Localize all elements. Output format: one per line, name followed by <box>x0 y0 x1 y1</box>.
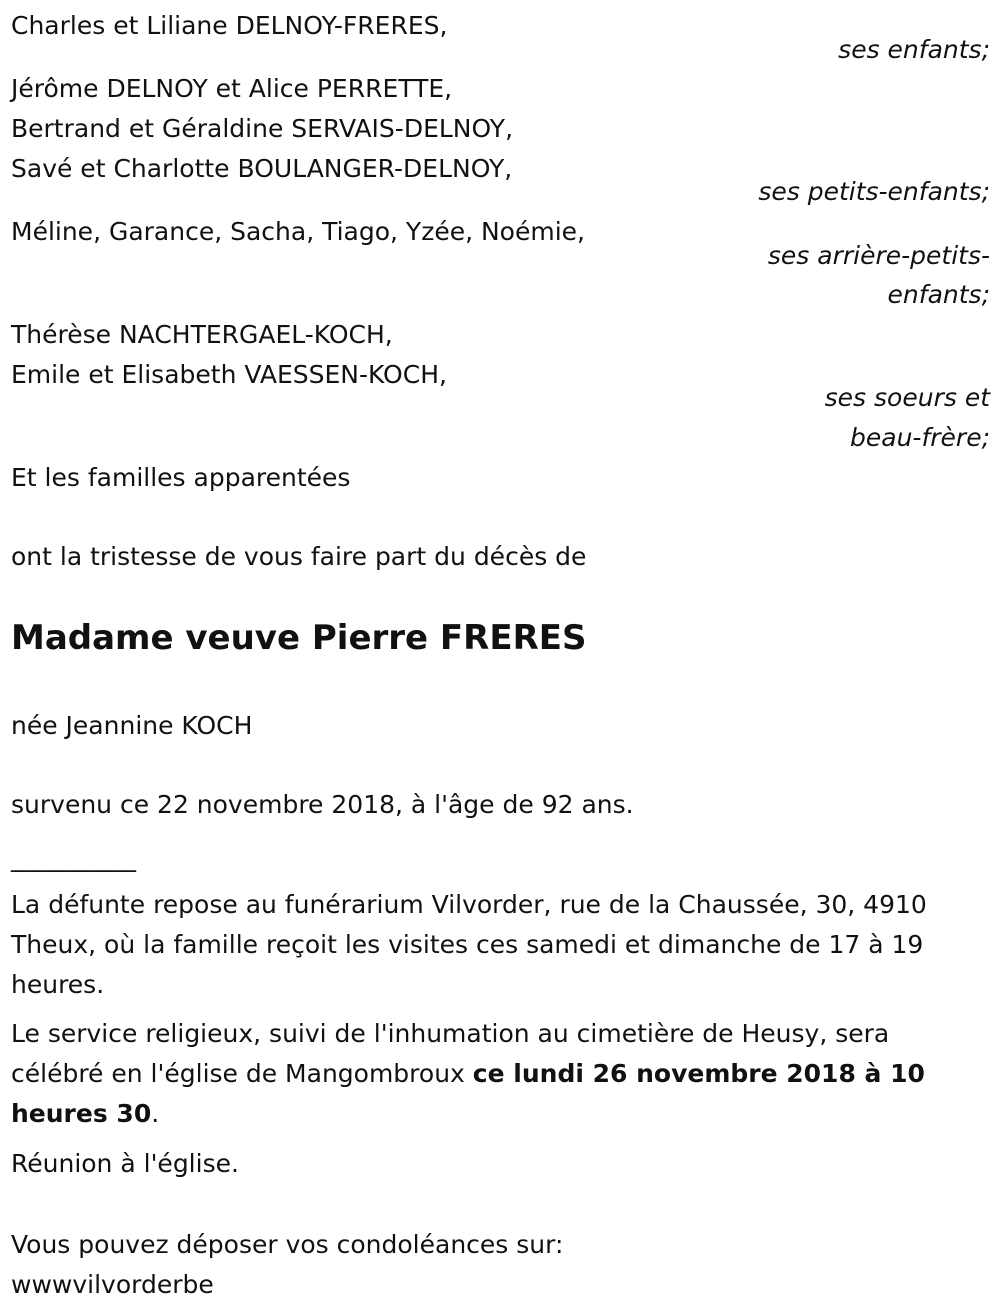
deceased-name: Madame veuve Pierre FRERES <box>11 618 587 658</box>
children-names: Charles et Liliane DELNOY-FRERES, <box>11 11 448 40</box>
grandchildren-role: ses petits-enfants; <box>758 177 990 206</box>
siblings-role-2: beau-frère; <box>850 423 990 452</box>
siblings-line-1: Thérèse NACHTERGAEL-KOCH, <box>11 320 393 349</box>
wake-paragraph: La défunte repose au funérarium Vilvorder, rue de la Chaussée, 30, 4910 Theux, où la famille reçoit les visites ces samedi et dimanche de 17 à 19 heures. <box>11 890 927 999</box>
grandchildren-line-1: Jérôme DELNOY et Alice PERRETTE, <box>11 74 453 103</box>
grandchildren-line-2: Bertrand et Géraldine SERVAIS-DELNOY, <box>11 114 514 143</box>
service-paragraph <box>11 1014 986 1134</box>
relatives-line: Et les familles apparentées <box>11 463 351 492</box>
grandchildren-line-3: Savé et Charlotte BOULANGER-DELNOY, <box>11 154 513 183</box>
siblings-line-2: Emile et Elisabeth VAESSEN-KOCH, <box>11 360 447 389</box>
great-grandchildren-role-1: ses arrière-petits- <box>767 241 990 270</box>
service-end: . <box>151 1099 160 1128</box>
death-info: survenu ce 22 novembre 2018, à l'âge de 92 ans. <box>11 790 634 819</box>
siblings-role-1: ses soeurs et <box>824 383 990 412</box>
condolences-website[interactable]: wwwvilvorderbe <box>11 1270 214 1299</box>
service-intro: Le service religieux, suivi de l'inhumation au cimetière de Heusy, sera célébré en l'église de Mangombroux <box>11 1019 890 1088</box>
children-role: ses enfants; <box>838 35 990 64</box>
maiden-name: née Jeannine KOCH <box>11 711 253 740</box>
announcement-line: ont la tristesse de vous faire part du décès de <box>11 542 587 571</box>
meeting-line: Réunion à l'église. <box>11 1149 239 1178</box>
separator-line: __________ <box>11 843 136 872</box>
great-grandchildren-role-2: enfants; <box>887 280 990 309</box>
service-date: ce lundi 26 novembre 2018 à 10 heures 30 <box>11 1059 925 1128</box>
great-grandchildren-names: Méline, Garance, Sacha, Tiago, Yzée, Noémie, <box>11 217 585 246</box>
condolences-line: Vous pouvez déposer vos condoléances sur: <box>11 1230 564 1259</box>
